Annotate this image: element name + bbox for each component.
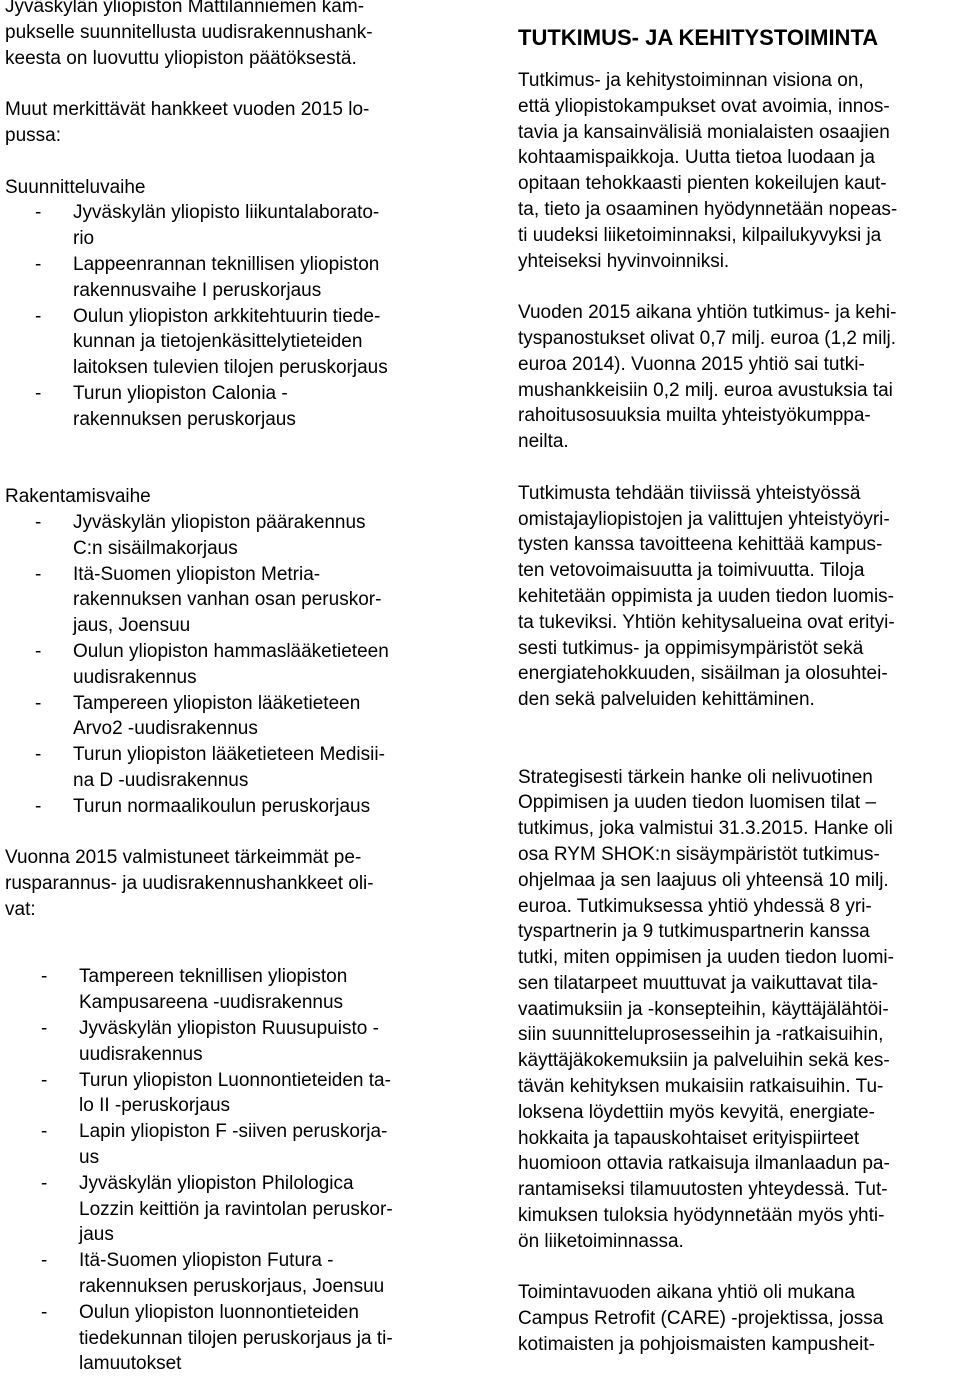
other-projects-paragraph bbox=[5, 97, 460, 149]
text-line: kohtaamispaikkoja. Uutta tietoa luodaan ja bbox=[518, 147, 876, 169]
list-item-text: Oulun yliopiston hammaslääketieteen bbox=[73, 640, 389, 662]
list-item-text: Lapin yliopiston F -siiven peruskorja- bbox=[79, 1121, 388, 1143]
list-item-text: rio bbox=[73, 228, 95, 250]
text-line: Oppimisen ja uuden tiedon luomisen tilat – bbox=[518, 792, 877, 814]
text-line: euroa. Tutkimuksessa yhtiö yhdessä 8 yri- bbox=[518, 895, 872, 917]
list-item: - Jyväskylän yliopiston päärakennus C:n sisäilmakorjaus bbox=[5, 510, 460, 562]
construction-phase-label: Rakentamisvaihe bbox=[5, 486, 151, 508]
list-item-text: kunnan ja tietojenkäsittelytieteiden bbox=[73, 331, 363, 353]
funding-paragraph bbox=[518, 300, 958, 455]
list-item: - Turun yliopiston Calonia - rakennuksen peruskorjaus bbox=[5, 381, 460, 433]
list-item-text: Jyväskylän yliopiston Ruusupuisto - bbox=[79, 1018, 379, 1040]
list-item-text: jaus, Joensuu bbox=[73, 615, 191, 637]
text-line: vaatimuksiin ja -konsepteihin, käyttäjälähtöi- bbox=[518, 998, 889, 1020]
text-line: ta tukeviksi. Yhtiön kehitysalueina ovat erityi- bbox=[518, 611, 895, 633]
list-item: - Turun normaalikoulun peruskorjaus bbox=[35, 795, 371, 817]
list-item-text: lo II -peruskorjaus bbox=[79, 1095, 231, 1117]
text-line: pussa: bbox=[5, 124, 61, 146]
list-item-text: lamuutokset bbox=[79, 1353, 182, 1375]
text-line: käyttäjäkokemuksiin ja palveluihin sekä kes- bbox=[518, 1050, 890, 1072]
text-line: Campus Retrofit (CARE) -projektissa, jossa bbox=[518, 1308, 884, 1330]
intro-paragraph bbox=[5, 0, 460, 71]
text-line: kimuksen tuloksia hyödynnetään myös yhti- bbox=[518, 1205, 885, 1227]
list-item: - Oulun yliopiston hammaslääketieteen uudisrakennus bbox=[5, 639, 460, 691]
text-line: Tutkimusta tehdään tiiviissä yhteistyössä bbox=[518, 482, 861, 504]
list-item-text: Turun yliopiston Luonnontieteiden ta- bbox=[79, 1069, 391, 1091]
list-item-text: C:n sisäilmakorjaus bbox=[73, 537, 238, 559]
planning-phase-label: Suunnitteluvaihe bbox=[5, 176, 146, 198]
list-item-text: Oulun yliopiston arkkitehtuurin tiede- bbox=[73, 305, 381, 327]
list-item-text: Jyväskylän yliopiston Philologica bbox=[79, 1172, 354, 1194]
completed-intro-paragraph bbox=[5, 845, 460, 922]
text-line: tysten kanssa tavoitteena kehittää kampus- bbox=[518, 534, 883, 556]
text-line: Toimintavuoden aikana yhtiö oli mukana bbox=[518, 1282, 855, 1304]
left-column bbox=[5, 0, 460, 1377]
list-item-text: Arvo2 -uudisrakennus bbox=[73, 718, 258, 740]
list-item-text: Tampereen teknillisen yliopiston bbox=[79, 966, 348, 988]
list-item-text: Turun yliopiston Calonia - bbox=[73, 382, 288, 404]
text-line: tävän kehityksen mukaisiin ratkaisuihin. Tu- bbox=[518, 1076, 884, 1098]
text-line: ön liiketoiminnassa. bbox=[518, 1230, 684, 1252]
list-item-text: Oulun yliopiston luonnontieteiden bbox=[79, 1301, 359, 1323]
list-item: - Oulun yliopiston luonnontieteiden tiedekunnan tilojen peruskorjaus ja ti- lamuutokset bbox=[5, 1300, 460, 1377]
text-line: Vuonna 2015 valmistuneet tärkeimmät pe- bbox=[5, 847, 362, 869]
text-line: euroa 2014). Vuonna 2015 yhtiö sai tutki- bbox=[518, 353, 865, 375]
list-item: - Itä-Suomen yliopiston Futura - rakennuksen peruskorjaus, Joensuu bbox=[5, 1248, 460, 1300]
text-line: rantamiseksi tilamuutosten yhteydessä. Tut- bbox=[518, 1179, 888, 1201]
list-item: - Jyväskylän yliopisto liikuntalaborato- rio bbox=[5, 200, 460, 252]
list-item-text: na D -uudisrakennus bbox=[73, 769, 249, 791]
text-line: keesta on luovuttu yliopiston päätöksestä. bbox=[5, 47, 357, 69]
section-heading: TUTKIMUS- JA KEHITYSTOIMINTA bbox=[518, 25, 879, 50]
completed-list bbox=[5, 964, 460, 1377]
text-line: siin suunnitteluprosesseihin ja -ratkaisuihin, bbox=[518, 1024, 884, 1046]
text-line: ti uudeksi liiketoiminnaksi, kilpailukyvyksi ja bbox=[518, 224, 882, 246]
text-line: sen tilatarpeet muuttuvat ja vaikuttavat tila- bbox=[518, 972, 879, 994]
text-line: rusparannus- ja uudisrakennushankkeet oli- bbox=[5, 873, 374, 895]
text-line: että yliopistokampukset ovat avoimia, innos- bbox=[518, 95, 890, 117]
text-line: tutki, miten oppimisen ja uuden tiedon luomi- bbox=[518, 947, 894, 969]
strategic-project-paragraph bbox=[518, 765, 958, 1255]
text-line: huomioon ottavia ratkaisuja ilmanlaadun pa- bbox=[518, 1153, 890, 1175]
list-item-text: Jyväskylän yliopiston päärakennus bbox=[73, 511, 366, 533]
list-item-text: rakennuksen peruskorjaus, Joensuu bbox=[79, 1276, 385, 1298]
list-item-text: rakennuksen peruskorjaus bbox=[73, 408, 296, 430]
list-item-text: rakennusvaihe I peruskorjaus bbox=[73, 279, 322, 301]
text-line: opitaan tehokkaasti pienten kokeilujen kaut- bbox=[518, 173, 887, 195]
text-line: den sekä palveluiden kehittäminen. bbox=[518, 689, 815, 711]
list-item-text: Lappeenrannan teknillisen yliopiston bbox=[73, 253, 380, 275]
list-item: - Oulun yliopiston arkkitehtuurin tiede- kunnan ja tietojenkäsittelytieteiden laitoksen tulevien tilojen peruskorjaus bbox=[5, 304, 460, 381]
text-line: hokkaita ja tapauskohtaiset erityispiirteet bbox=[518, 1127, 860, 1149]
list-item-text: rakennuksen vanhan osan peruskor- bbox=[73, 589, 382, 611]
text-line: Strategisesti tärkein hanke oli nelivuotinen bbox=[518, 766, 873, 788]
list-item-text: Kampusareena -uudisrakennus bbox=[79, 992, 344, 1014]
list-item-text: Tampereen yliopiston lääketieteen bbox=[73, 692, 361, 714]
list-item-text: tiedekunnan tilojen peruskorjaus ja ti- bbox=[79, 1327, 393, 1349]
list-item-text: Itä-Suomen yliopiston Metria- bbox=[73, 563, 321, 585]
text-line: tyspanostukset olivat 0,7 milj. euroa (1,2 milj. bbox=[518, 327, 897, 349]
list-item-text: jaus bbox=[79, 1224, 114, 1246]
list-item-text: Jyväskylän yliopisto liikuntalaborato- bbox=[73, 202, 380, 224]
list-item-text: uudisrakennus bbox=[73, 666, 197, 688]
text-line: yhteiseksi hyvinvoinniksi. bbox=[518, 250, 730, 272]
list-item-text: us bbox=[79, 1147, 100, 1169]
text-line: Muut merkittävät hankkeet vuoden 2015 lo- bbox=[5, 99, 370, 121]
text-line: energiatehokkuuden, sisäilman ja olosuhtei- bbox=[518, 663, 888, 685]
list-item: - Itä-Suomen yliopiston Metria- rakennuksen vanhan osan peruskor- jaus, Joensuu bbox=[5, 562, 460, 639]
text-line: Vuoden 2015 aikana yhtiön tutkimus- ja kehi- bbox=[518, 302, 897, 324]
list-item-text: laitoksen tulevien tilojen peruskorjaus bbox=[73, 357, 388, 379]
cooperation-paragraph bbox=[518, 481, 958, 713]
text-line: tutkimus, joka valmistui 31.3.2015. Hanke oli bbox=[518, 818, 893, 840]
text-line: sesti tutkimus- ja oppimisympäristöt sekä bbox=[518, 637, 864, 659]
text-line: ta, tieto ja osaaminen hyödynnetään nopeas- bbox=[518, 198, 898, 220]
list-item-text: Lozzin keittiön ja ravintolan peruskor- bbox=[79, 1198, 393, 1220]
text-line: ten vetovoimaisuutta ja toimivuutta. Tiloja bbox=[518, 560, 865, 582]
list-item-text: Turun yliopiston lääketieteen Medisii- bbox=[73, 744, 385, 766]
text-line: mushankkeisiin 0,2 milj. euroa avustuksia tai bbox=[518, 379, 893, 401]
list-item: - Jyväskylän yliopiston Philologica Lozzin keittiön ja ravintolan peruskor- jaus bbox=[5, 1171, 460, 1248]
vision-paragraph bbox=[518, 68, 958, 274]
list-item: - Tampereen yliopiston lääketieteen Arvo2 -uudisrakennus bbox=[5, 691, 460, 743]
planning-list bbox=[5, 200, 460, 432]
text-line: tavia ja kansainvälisiä monialaisten osaajien bbox=[518, 121, 890, 143]
care-project-paragraph bbox=[518, 1280, 958, 1357]
list-item-text: uudisrakennus bbox=[79, 1043, 203, 1065]
text-line: kehitetään oppimista ja uuden tiedon luomis- bbox=[518, 585, 895, 607]
text-line: Jyväskylän yliopiston Mattilanniemen kam- bbox=[5, 0, 365, 17]
text-line: neilta. bbox=[518, 431, 569, 453]
text-line: Tutkimus- ja kehitystoiminnan visiona on, bbox=[518, 70, 864, 91]
construction-list bbox=[5, 510, 460, 820]
list-item: - Turun yliopiston lääketieteen Medisii- na D -uudisrakennus bbox=[5, 742, 460, 794]
text-line: pukselle suunnitellusta uudisrakennushank- bbox=[5, 21, 373, 43]
text-line: omistajayliopistojen ja valittujen yhteistyöyri- bbox=[518, 508, 890, 530]
list-item: - Lappeenrannan teknillisen yliopiston rakennusvaihe I peruskorjaus bbox=[5, 252, 460, 304]
list-item-text: Turun normaalikoulun peruskorjaus bbox=[73, 795, 371, 817]
text-line: ohjelmaa ja sen laajuus oli yhteensä 10 milj. bbox=[518, 869, 889, 891]
text-line: loksena löydettiin myös kevyitä, energiate- bbox=[518, 1101, 875, 1123]
list-item: - Tampereen teknillisen yliopiston Kampusareena -uudisrakennus bbox=[5, 964, 460, 1016]
list-item: - Lapin yliopiston F -siiven peruskorja- us bbox=[5, 1119, 460, 1171]
list-item-text: Itä-Suomen yliopiston Futura - bbox=[79, 1250, 334, 1272]
text-line: vat: bbox=[5, 898, 36, 920]
text-line: rahoitusosuuksia muilta yhteistyökumppa- bbox=[518, 405, 871, 427]
text-line: osa RYM SHOK:n sisäympäristöt tutkimus- bbox=[518, 843, 880, 865]
text-line: tyspartnerin ja 9 tutkimuspartnerin kanssa bbox=[518, 921, 870, 943]
list-item: - Jyväskylän yliopiston Ruusupuisto - uudisrakennus bbox=[5, 1016, 460, 1068]
right-column bbox=[518, 0, 958, 1358]
text-line: kotimaisten ja pohjoismaisten kampusheit- bbox=[518, 1334, 875, 1356]
list-item: - Turun yliopiston Luonnontieteiden ta- lo II -peruskorjaus bbox=[5, 1068, 460, 1120]
